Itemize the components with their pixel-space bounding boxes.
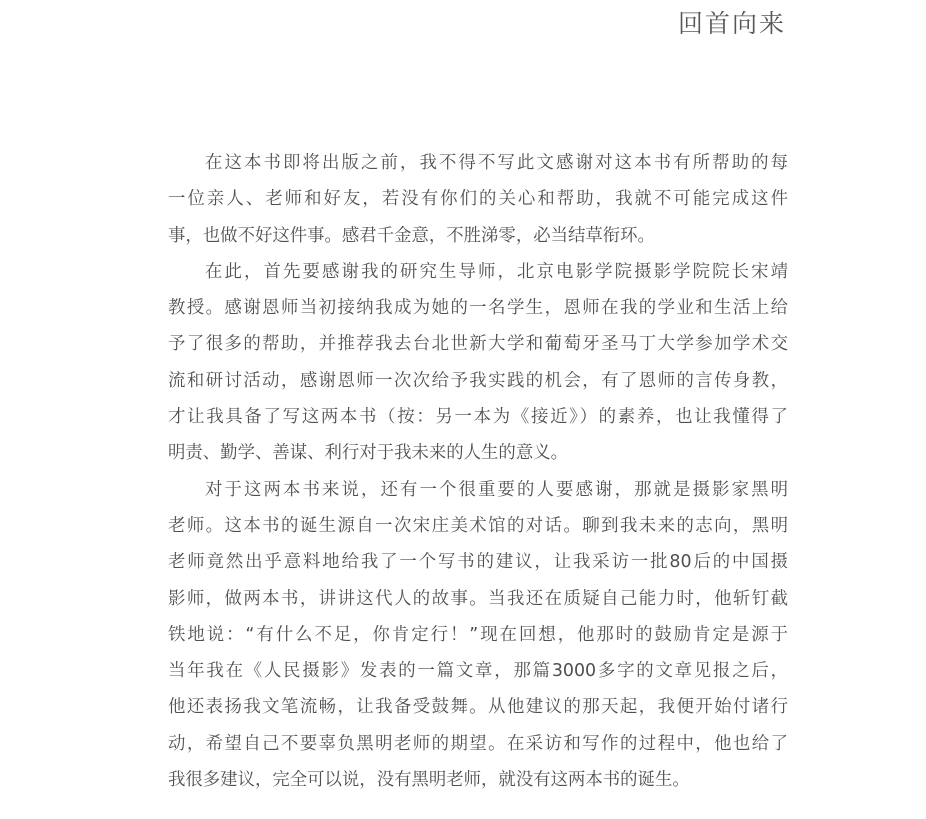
text-line: 事，也做不好这件事。感君千金意，不胜涕零，必当结草衔环。 [168, 225, 655, 246]
text-line: 在这本书即将出版之前，我不得不写此文感谢对这本书有所帮助的每 [205, 153, 788, 173]
text-line: 当年我在《人民摄影》发表的一篇文章，那篇3000多字的文章见报之后， [168, 661, 788, 682]
text-line: 予了很多的帮助，并推荐我去台北世新大学和葡萄牙圣马丁大学参加学术交 [168, 334, 788, 355]
page-title: 回首向来 [677, 9, 786, 38]
text-line: 老师竟然出乎意料地给我了一个写书的建议，让我采访一批80后的中国摄 [168, 552, 788, 573]
text-line: 对于这两本书来说，还有一个很重要的人要感谢，那就是摄影家黑明 [205, 479, 788, 500]
text-line: 他还表扬我文笔流畅，让我备受鼓舞。从他建议的那天起，我便开始付诸行 [168, 697, 788, 718]
text-line: 动，希望自己不要辜负黑明老师的期望。在采访和写作的过程中，他也给了 [168, 733, 788, 754]
text-line: 铁地说：“有什么不足，你肯定行！”现在回想，他那时的鼓励肯定是源于 [168, 624, 788, 645]
text-line: 明责、勤学、善谋、利行对于我未来的人生的意义。 [168, 443, 568, 464]
text-line: 教授。感谢恩师当初接纳我成为她的一名学生，恩师在我的学业和生活上给 [168, 298, 788, 319]
body-text [168, 145, 788, 798]
text-line: 在此，首先要感谢我的研究生导师，北京电影学院摄影学院院长宋靖 [205, 261, 788, 282]
text-line: 影师，做两本书，讲讲这代人的故事。当我还在质疑自己能力时，他斩钉截 [168, 588, 788, 609]
text-line: 我很多建议，完全可以说，没有黑明老师，就没有这两本书的诞生。 [168, 770, 690, 791]
text-line: 一位亲人、老师和好友，若没有你们的关心和帮助，我就不可能完成这件 [168, 189, 788, 210]
text-line: 才让我具备了写这两本书（按：另一本为《接近》）的素养，也让我懂得了 [168, 407, 788, 428]
text-line: 老师。这本书的诞生源自一次宋庄美术馆的对话。聊到我未来的志向，黑明 [168, 515, 788, 536]
text-line: 流和研讨活动，感谢恩师一次次给予我实践的机会，有了恩师的言传身教， [168, 370, 788, 391]
